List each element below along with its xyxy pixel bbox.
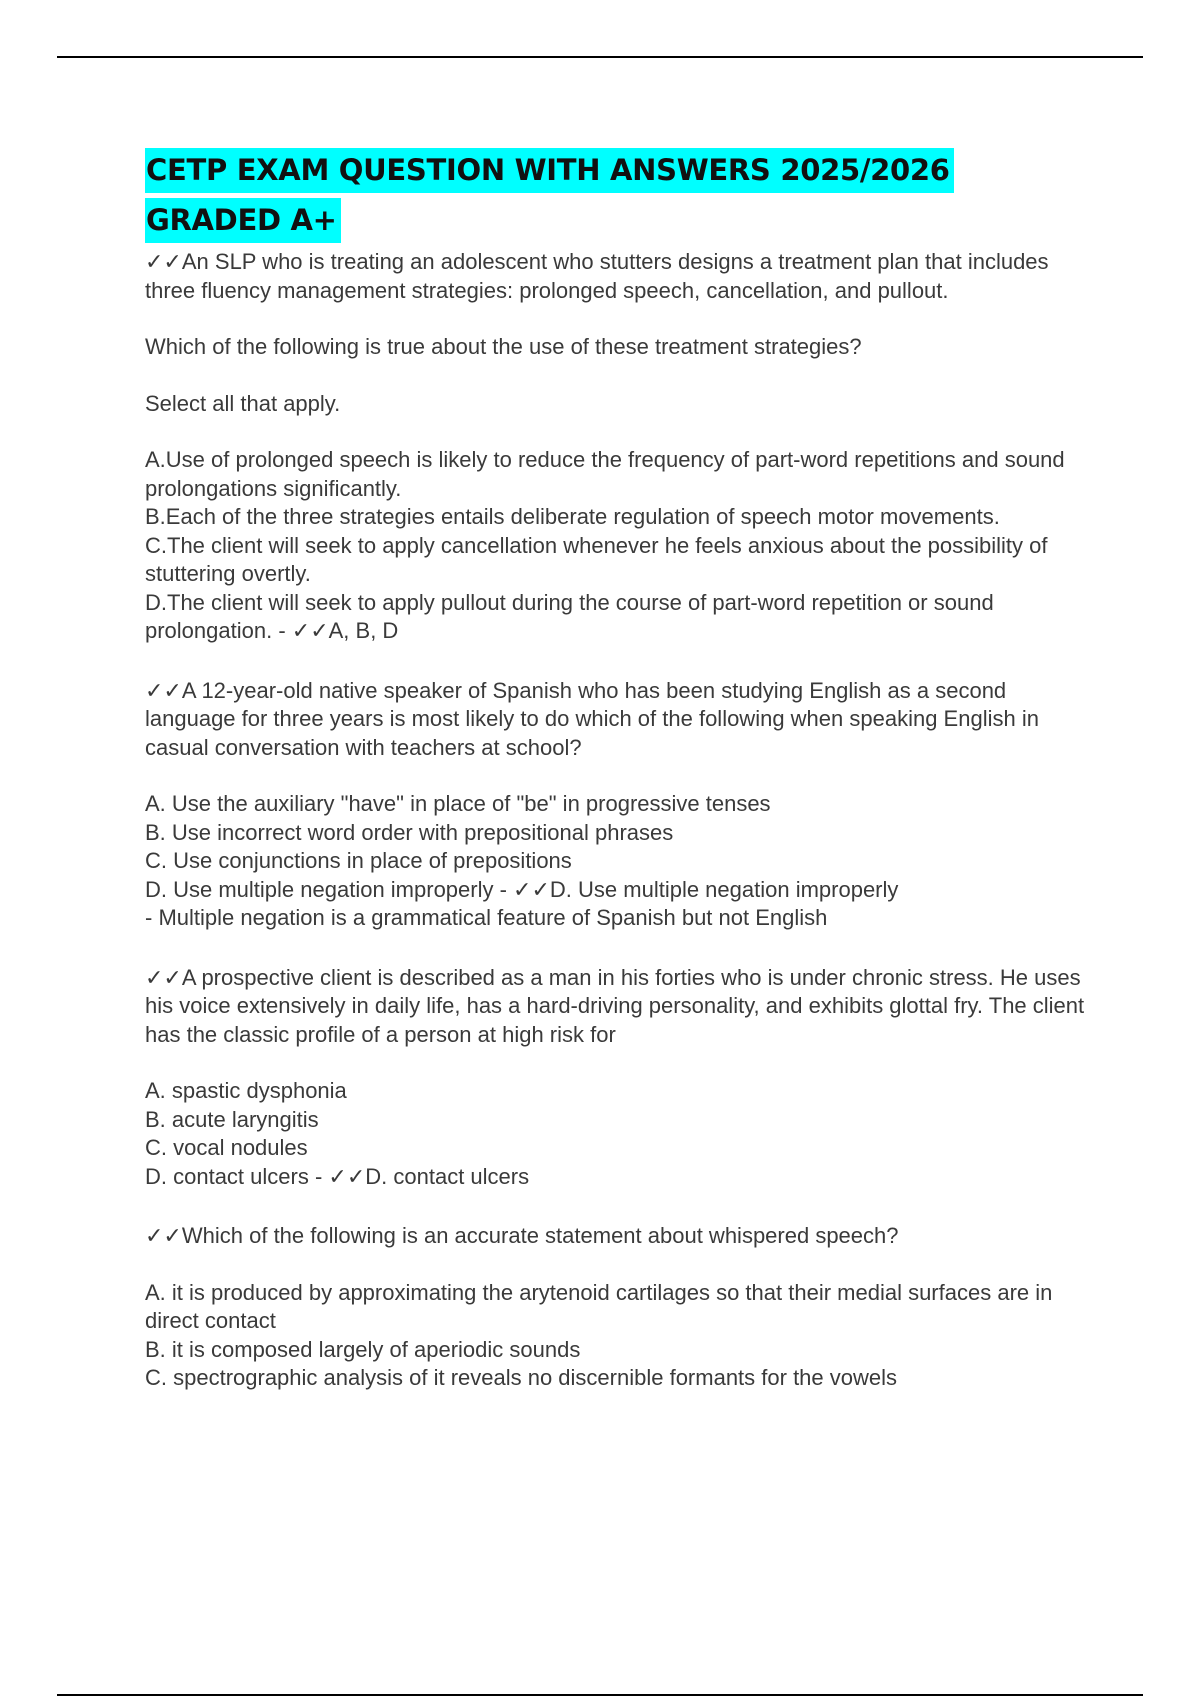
option-d-answer: D. Use multiple negation improperly - ✓✓D. Use multiple negation improperly [145,876,899,902]
question-2 [145,677,1095,933]
question-3 [145,964,1095,1192]
document-title-line-1: CETP EXAM QUESTION WITH ANSWERS 2025/2026 [145,148,1095,198]
option-d-answer: D. contact ulcers - ✓✓D. contact ulcers [145,1163,530,1189]
question-stem: ✓✓A prospective client is described as a man in his forties who is under chronic stress. He uses his voice extensively in daily life, has a hard-driving personality, and exhibits glottal fry. The client has the classic profile of a person at high risk for [145,964,1091,1047]
question-stem: ✓✓An SLP who is treating an adolescent who stutters designs a treatment plan that includes three fluency management strategies: prolonged speech, cancellation, and pullout. [145,249,1055,303]
option-b: B.Each of the three strategies entails deliberate regulation of speech motor movements. [145,504,1000,529]
document-body [145,148,1095,1393]
question-stem: ✓✓Which of the following is an accurate statement about whispered speech? [145,1223,899,1248]
option-a: A.Use of prolonged speech is likely to reduce the frequency of part-word repetitions and sound prolongations significantly. [145,447,1071,501]
answer-explanation: - Multiple negation is a grammatical feature of Spanish but not English [145,905,828,930]
question-stem: ✓✓A 12-year-old native speaker of Spanish who has been studying English as a second language for three years is most likely to do which of the following when speaking English in casual conversation with teachers at school? [145,677,1046,760]
question-1 [145,248,1095,646]
option-d-answer: D.The client will seek to apply pullout during the course of part-word repetition or sound prolongation. - ✓✓A, B, D [145,589,1000,643]
bottom-rule [57,1694,1143,1696]
option-b: B. Use incorrect word order with prepositional phrases [145,819,674,845]
document-title-line-2: GRADED A+ [145,198,1095,248]
option-b: B. acute laryngitis [145,1106,319,1132]
top-rule [57,56,1143,58]
option-b: B. it is composed largely of aperiodic sounds [145,1336,581,1362]
question-instruction: Select all that apply. [145,390,341,416]
option-a: A. spastic dysphonia [145,1078,347,1103]
option-c: C. Use conjunctions in place of prepositions [145,848,572,873]
option-c: C.The client will seek to apply cancellation whenever he feels anxious about the possibility of stuttering overtly. [145,532,1054,586]
question-4 [145,1222,1095,1393]
option-a: A. Use the auxiliary "have" in place of "be" in progressive tenses [145,791,771,816]
option-a: A. it is produced by approximating the arytenoid cartilages so that their medial surfaces are in direct contact [145,1279,1059,1333]
option-c: C. vocal nodules [145,1135,308,1160]
option-c: C. spectrographic analysis of it reveals no discernible formants for the vowels [145,1365,898,1390]
question-text: Which of the following is true about the use of these treatment strategies? [145,334,862,359]
